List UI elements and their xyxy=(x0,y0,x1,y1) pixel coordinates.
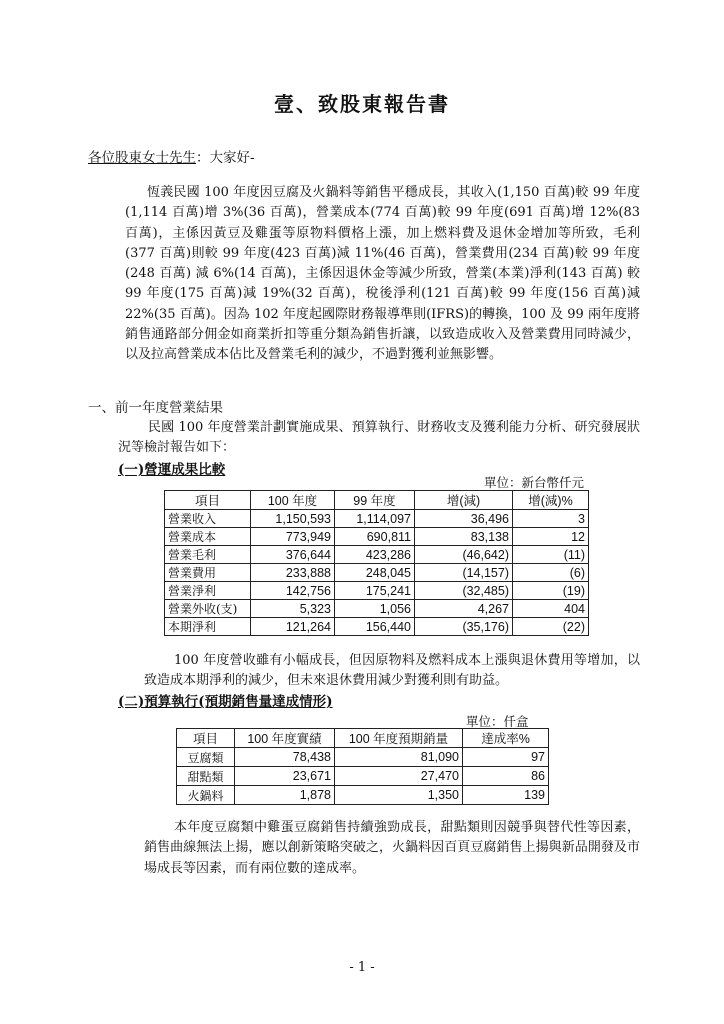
table-header-cell: 99 年度 xyxy=(335,491,415,510)
table-cell: (35,176) xyxy=(415,618,513,636)
operating-results-unit: 單位：新台幣仟元 xyxy=(484,475,585,490)
table-cell: 156,440 xyxy=(335,618,415,636)
table-cell: 773,949 xyxy=(251,528,335,546)
table-cell: 12 xyxy=(513,528,589,546)
table-cell: 營業毛利 xyxy=(165,546,251,564)
table-cell: 本期淨利 xyxy=(165,618,251,636)
operating-results-table xyxy=(164,490,589,636)
table-row xyxy=(165,528,589,546)
salutation-greeting: ：大家好- xyxy=(196,150,255,166)
budget-execution-note: 本年度豆腐類中雞蛋豆腐銷售持續強勁成長，甜點類則因競爭與替代性等因素，銷售曲線無法上揚，應以創新策略突破之，火鍋料因百頁豆腐銷售上揚與新品開發及市場成長等因素，而有兩位數的達成率。 xyxy=(144,820,640,876)
table-cell: 86 xyxy=(463,767,549,786)
salutation xyxy=(88,146,255,166)
table-cell: 營業外收(支) xyxy=(165,600,251,618)
table-cell: (6) xyxy=(513,564,589,582)
page-title: 壹、致股東報告書 xyxy=(274,92,450,116)
table-cell: 233,888 xyxy=(251,564,335,582)
table-header-cell: 100 年度實績 xyxy=(235,729,335,748)
table-row xyxy=(177,786,549,805)
table-row xyxy=(165,564,589,582)
table-row xyxy=(165,510,589,528)
table-row xyxy=(165,546,589,564)
table-cell: 1,114,097 xyxy=(335,510,415,528)
table-cell: 5,323 xyxy=(251,600,335,618)
budget-execution-heading: (二)預算執行(預期銷售量達成情形) xyxy=(118,694,333,710)
table-cell: 營業淨利 xyxy=(165,582,251,600)
table-cell: 營業成本 xyxy=(165,528,251,546)
table-cell: 376,644 xyxy=(251,546,335,564)
page-number: - 1 - xyxy=(349,960,375,975)
table-cell: 83,138 xyxy=(415,528,513,546)
table-cell: 1,878 xyxy=(235,786,335,805)
operating-results-heading: (一)營運成果比較 xyxy=(118,462,226,478)
table-cell: (14,157) xyxy=(415,564,513,582)
table-cell: 97 xyxy=(463,748,549,767)
table-cell: 豆腐類 xyxy=(177,748,235,767)
table-row xyxy=(165,618,589,636)
table-header-row xyxy=(177,729,549,748)
table-cell: 423,286 xyxy=(335,546,415,564)
table-cell: (32,485) xyxy=(415,582,513,600)
table-cell: 27,470 xyxy=(335,767,463,786)
table-row xyxy=(165,600,589,618)
table-cell: 火鍋料 xyxy=(177,786,235,805)
table-cell: 1,150,593 xyxy=(251,510,335,528)
table-cell: 3 xyxy=(513,510,589,528)
table-cell: (46,642) xyxy=(415,546,513,564)
table-cell: 404 xyxy=(513,600,589,618)
table-cell: 248,045 xyxy=(335,564,415,582)
table-cell: 1,056 xyxy=(335,600,415,618)
operating-results-note: 100 年度營收雖有小幅成長，但因原物料及燃料成本上漲與退休費用等增加，以致造成本期淨利的減少，但未來退休費用減少對獲利則有助益。 xyxy=(144,653,640,689)
intro-paragraph: 恆義民國 100 年度因豆腐及火鍋料等銷售平穩成長，其收入(1,150 百萬)較 99 年度(1,114 百萬)增 3%(36 百萬)，營業成本(774 百萬)較 99 年度(691 百萬)增 12%(83 百萬)，主係因黃豆及雞蛋等原物料價格上漲，加上燃料費及退休金增加等所致，毛利(377 百萬)則較 99 年度(423 百萬)減 11%(46 百萬)，營業費用(234 百萬)較 99 年度(248 百萬) 減 6%(14 百萬)，主係因退休金等減少所致，營業(本業)淨利(143 百萬) 較 99 年度(175 百萬)減 19%(32 百萬)，稅後淨利(121 百萬)較 99 年度(156 百萬)減 22%(35 百萬)。因為 102 年度起國際財務報導準則(IFRS)的轉換，100 及 99 兩年度將銷售通路部分佣金如商業折扣等重分類為銷售折讓，以致造成收入及營業費用同時減少，以及拉高營業成本佔比及營業毛利的減少，不過對獲利並無影響。 xyxy=(125,185,640,363)
section1-heading: 一、前一年度營業結果 xyxy=(88,400,223,416)
table-row xyxy=(165,582,589,600)
table-row xyxy=(177,748,549,767)
table-cell: 23,671 xyxy=(235,767,335,786)
table-header-cell: 100 年度 xyxy=(251,491,335,510)
table-cell: (11) xyxy=(513,546,589,564)
table-cell: 142,756 xyxy=(251,582,335,600)
table-header-cell: 項目 xyxy=(165,491,251,510)
table-cell: 36,496 xyxy=(415,510,513,528)
table-cell: 4,267 xyxy=(415,600,513,618)
table-cell: 營業費用 xyxy=(165,564,251,582)
budget-execution-unit: 單位：仟盒 xyxy=(466,714,529,729)
table-cell: 營業收入 xyxy=(165,510,251,528)
table-header-row xyxy=(165,491,589,510)
table-cell: 1,350 xyxy=(335,786,463,805)
table-cell: 121,264 xyxy=(251,618,335,636)
salutation-addressee: 各位股東女士先生 xyxy=(88,150,196,166)
table-header-cell: 增(減)% xyxy=(513,491,589,510)
table-header-cell: 達成率% xyxy=(463,729,549,748)
section1-paragraph: 民國 100 年度營業計劃實施成果、預算執行、財務收支及獲利能力分析、研究發展狀況等檢討報告如下： xyxy=(118,420,640,456)
table-cell: (22) xyxy=(513,618,589,636)
table-header-cell: 100 年度預期銷量 xyxy=(335,729,463,748)
table-cell: (19) xyxy=(513,582,589,600)
table-cell: 139 xyxy=(463,786,549,805)
table-row xyxy=(177,767,549,786)
table-header-cell: 項目 xyxy=(177,729,235,748)
table-cell: 甜點類 xyxy=(177,767,235,786)
table-header-cell: 增(減) xyxy=(415,491,513,510)
budget-execution-table xyxy=(176,728,549,805)
table-cell: 175,241 xyxy=(335,582,415,600)
table-cell: 81,090 xyxy=(335,748,463,767)
table-cell: 690,811 xyxy=(335,528,415,546)
table-cell: 78,438 xyxy=(235,748,335,767)
